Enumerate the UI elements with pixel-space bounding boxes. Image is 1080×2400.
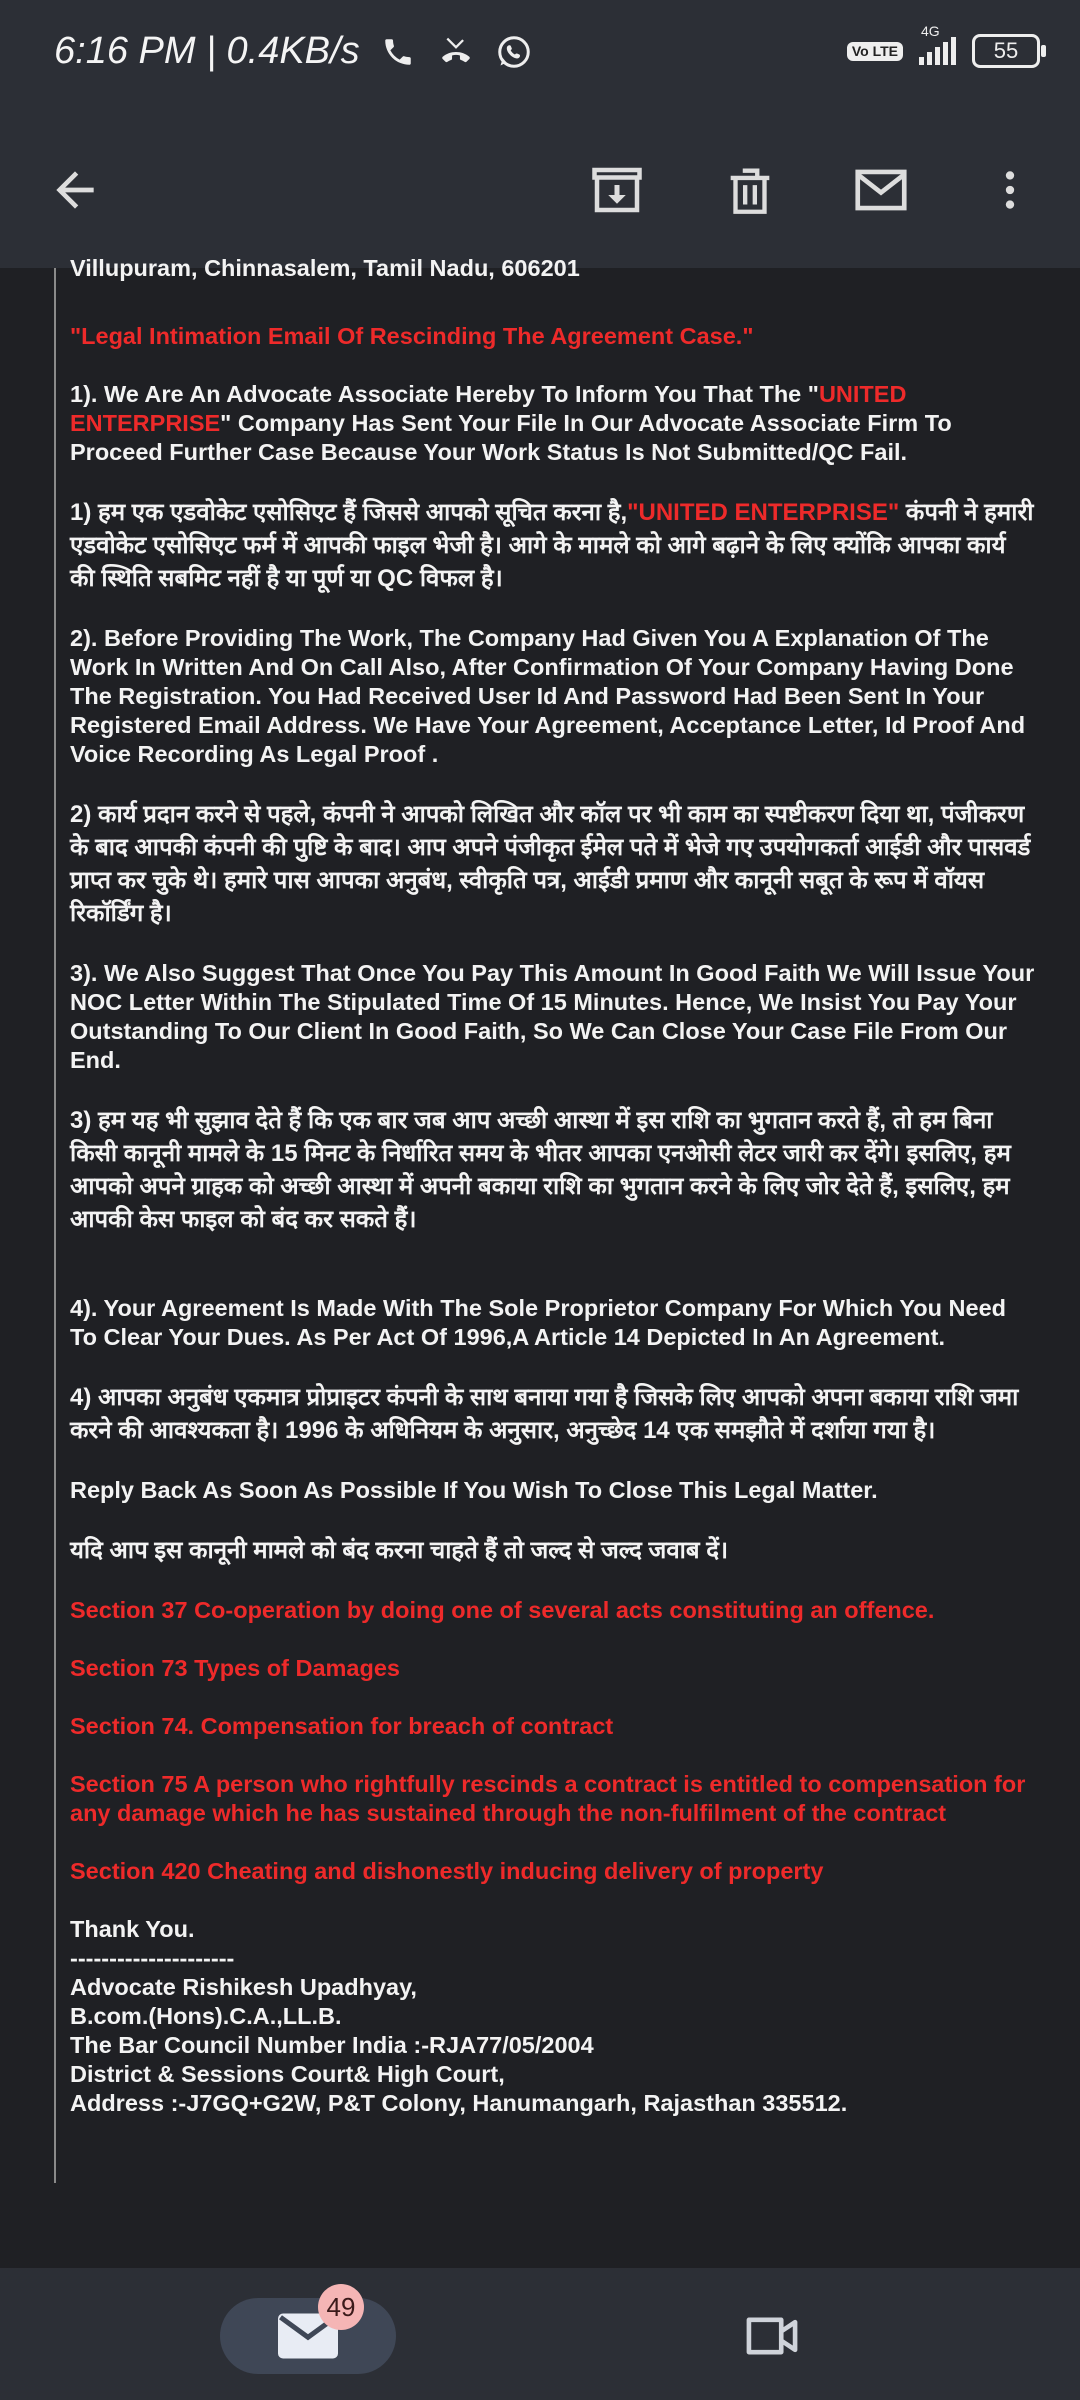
reply-request-hindi: यदि आप इस कानूनी मामले को बंद करना चाहते हैं तो जल्द से जल्द जवाब दें।	[70, 1537, 729, 1564]
mail-icon	[850, 159, 912, 221]
paragraph-1-hindi-a: 1) हम एक एडवोकेट एसोसिएट हैं जिससे आपको सूचित करना है,	[70, 499, 628, 526]
mark-unread-button[interactable]	[846, 155, 916, 225]
section-73: Section 73 Types of Damages	[70, 1655, 400, 1681]
delete-icon	[721, 161, 779, 219]
signal-icon	[919, 23, 956, 65]
battery-level: 55	[993, 38, 1019, 63]
back-arrow-icon	[47, 162, 103, 218]
meet-tab[interactable]	[740, 2304, 804, 2368]
signature-divider: ---------------------	[70, 1945, 235, 1971]
email-body	[54, 255, 1046, 2183]
paragraph-4-hindi: 4) आपका अनुबंध एकमात्र प्रोप्राइटर कंपनी के साथ बनाया गया है जिसके लिए आपको अपना बकाया राशि जमा करने की आवश्यकता है। 1996 के अधिनियम के अनुसार, अनुच्छेद 14 एक समझौते में दर्शाया गया है।	[70, 1384, 1019, 1444]
battery-icon	[972, 34, 1040, 68]
status-time-speed: 6:16 PM | 0.4KB/s	[54, 30, 360, 72]
paragraph-3: 3). We Also Suggest That Once You Pay This Amount In Good Faith We Will Issue Your NOC Letter Within The Stipulated Time Of 15 Minutes. Hence, We Insist You Pay Your Outstanding To Our Client In Good Faith, So We Can Close Your Case File From Our End.	[70, 960, 1035, 1073]
paragraph-1-text-a: 1). We Are An Advocate Associate Hereby To Inform You That The "	[70, 381, 819, 407]
paragraph-1-hindi	[70, 496, 1036, 595]
section-420: Section 420 Cheating and dishonestly inducing delivery of property	[70, 1858, 824, 1884]
back-button[interactable]	[40, 155, 110, 225]
paragraph-4: 4). Your Agreement Is Made With The Sole Proprietor Company For Which You Need To Clear Your Dues. As Per Act Of 1996,A Article 14 Depicted In An Agreement.	[70, 1295, 1006, 1350]
company-name: UNITED ENTERPRISE	[70, 381, 907, 436]
address-line: Villupuram, Chinnasalem, Tamil Nadu, 606201	[70, 255, 580, 281]
missed-call-icon	[436, 32, 476, 72]
volte-icon: Vo LTE	[847, 42, 903, 61]
email-subject-line: "Legal Intimation Email Of Rescinding The Agreement Case."	[70, 323, 754, 349]
mail-tab[interactable]	[220, 2298, 396, 2374]
unread-count-badge: 49	[318, 2284, 364, 2330]
paragraph-2-hindi: 2) कार्य प्रदान करने से पहले, कंपनी ने आपको लिखित और कॉल पर भी काम का स्पष्टीकरण दिया था, पंजीकरण के बाद आपकी कंपनी की पुष्टि के बाद। आप अपने पंजीकृत ईमेल पते में भेजे गए उपयोगकर्ता आईडी और पासवर्ड प्राप्त कर चुके थे। हमारे पास आपका अनुबंध, स्वीकृति पत्र, आईडी प्रमाण और कानूनी सबूत के रूप में वॉयस रिकॉर्डिंग है।	[70, 801, 1031, 927]
bottom-navigation	[0, 2268, 1080, 2400]
thanks-line: Thank You.	[70, 1916, 195, 1942]
paragraph-1	[70, 380, 1036, 467]
signature-bar-council: The Bar Council Number India :-RJA77/05/2004	[70, 2032, 594, 2058]
paragraph-1-text-b: " Company Has Sent Your File In Our Advocate Associate Firm To Proceed Further Case Because Your Work Status Is Not Submitted/QC Fail.	[70, 410, 952, 465]
paragraph-2: 2). Before Providing The Work, The Company Had Given You A Explanation Of The Work In Written And On Call Also, After Confirmation Of Your Company Having Done The Registration. You Had Received User Id And Password Had Been Sent In Your Registered Email Address. We Have Your Agreement, Acceptance Letter, Id Proof And Voice Recording As Legal Proof .	[70, 625, 1026, 767]
signature-address: Address :-J7GQ+G2W, P&T Colony, Hanumangarh, Rajasthan 335512.	[70, 2090, 848, 2116]
archive-button[interactable]	[582, 155, 652, 225]
archive-icon	[587, 160, 647, 220]
email-toolbar	[0, 115, 1080, 281]
section-75: Section 75 A person who rightfully rescinds a contract is entitled to compensation for any damage which he has sustained through the non-fulfilment of the contract	[70, 1771, 1026, 1826]
signature-court: District & Sessions Court& High Court,	[70, 2061, 505, 2087]
status-right	[847, 23, 1040, 68]
paragraph-1-hindi-b: कंपनी ने हमारी एडवोकेट एसोसिएट फर्म में आपकी फाइल भेजी है। आगे के मामले को आगे बढ़ाने के लिए क्योंकि आपका कार्य की स्थिति सबमिट नहीं है या पूर्ण या QC विफल है।	[70, 499, 1034, 592]
signature-degree: B.com.(Hons).C.A.,LL.B.	[70, 2003, 342, 2029]
status-bar	[0, 0, 1080, 115]
network-type: 4G	[921, 23, 940, 39]
delete-button[interactable]	[715, 155, 785, 225]
paragraph-3-hindi: 3) हम यह भी सुझाव देते हैं कि एक बार जब आप अच्छी आस्था में इस राशि का भुगतान करते हैं, तो हम बिना किसी कानूनी मामले के 15 मिनट के निर्धारित समय के भीतर आपका एनओसी लेटर जारी कर देंगे। इसलिए, हम आपको अपने ग्राहक को अच्छी आस्था में अपनी बकाया राशि का भुगतान करने के लिए जोर देते हैं, इसलिए, हम आपकी केस फाइल को बंद कर सकते हैं।	[70, 1107, 1011, 1233]
signature-name: Advocate Rishikesh Upadhyay,	[70, 1974, 417, 2000]
more-vert-icon	[985, 165, 1035, 215]
company-name-hindi: "UNITED ENTERPRISE"	[627, 499, 900, 526]
section-74: Section 74. Compensation for breach of contract	[70, 1713, 614, 1739]
whatsapp-icon	[494, 32, 534, 72]
section-37: Section 37 Co-operation by doing one of several acts constituting an offence.	[70, 1597, 935, 1623]
phone-icon	[378, 32, 418, 72]
reply-request: Reply Back As Soon As Possible If You Wish To Close This Legal Matter.	[70, 1477, 878, 1503]
status-left	[54, 30, 534, 73]
more-options-button[interactable]	[975, 155, 1045, 225]
video-camera-icon	[742, 2310, 802, 2362]
